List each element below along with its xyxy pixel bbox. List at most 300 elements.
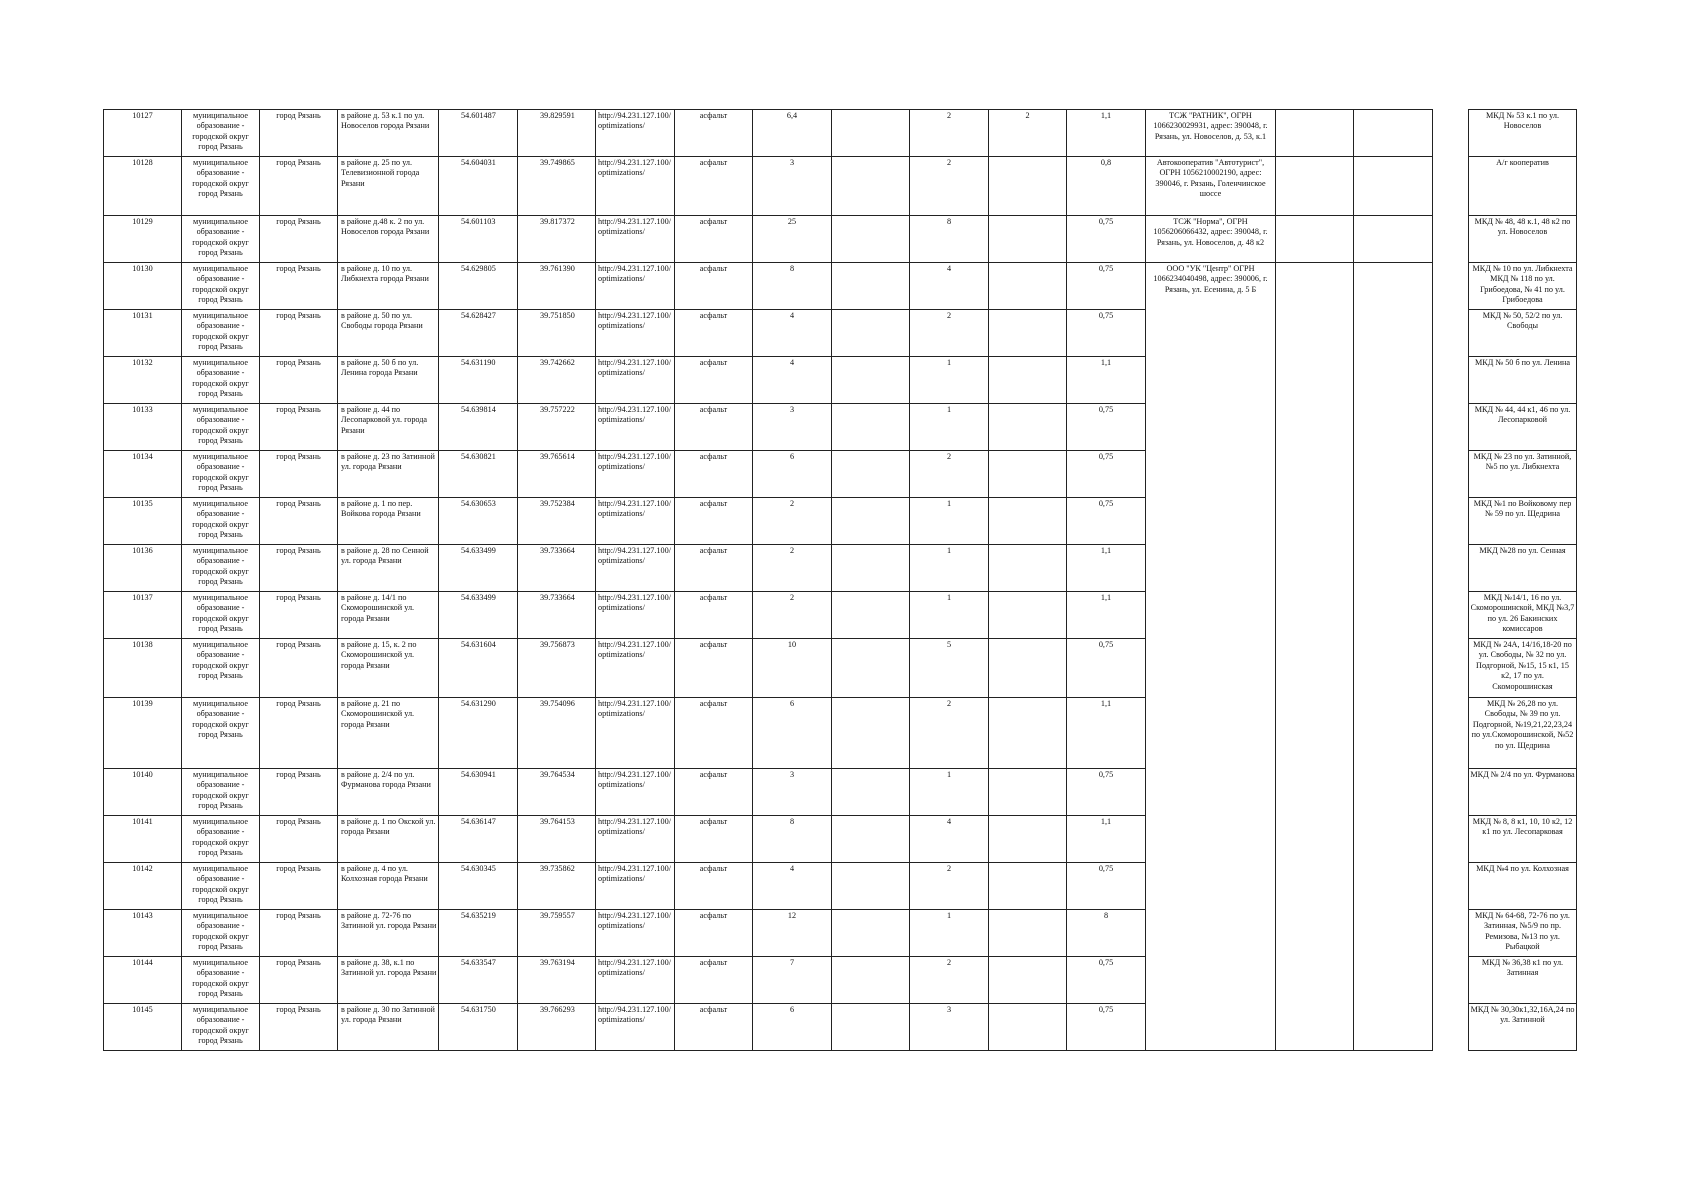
gap-cell: [1433, 404, 1469, 451]
column-12-cell: [989, 357, 1067, 404]
row-id: 10132: [104, 357, 182, 404]
gap-cell: [1433, 451, 1469, 498]
row-id: 10144: [104, 957, 182, 1004]
container-count-cell: 5: [910, 639, 989, 698]
registry-table: [103, 109, 1577, 1051]
address-cell: в районе д. 4 по ул. Колхозная города Рязани: [338, 863, 439, 910]
container-count-cell: 2: [910, 698, 989, 769]
column-10-cell: [832, 769, 910, 816]
surface-cell: асфальт: [675, 592, 753, 639]
column-10-cell: [832, 639, 910, 698]
city-cell: город Рязань: [260, 263, 338, 310]
volume-cell: 8: [1067, 910, 1146, 957]
longitude-cell: 39.757222: [518, 404, 596, 451]
source-objects-cell: МКД № 23 по ул. Затинной, №5 по ул. Либкнехта: [1469, 451, 1577, 498]
owner-cell: [1146, 498, 1276, 545]
longitude-cell: 39.829591: [518, 110, 596, 157]
column-15-cell: [1276, 110, 1354, 157]
column-12-cell: [989, 592, 1067, 639]
city-cell: город Рязань: [260, 698, 338, 769]
longitude-cell: 39.817372: [518, 216, 596, 263]
municipality-cell: муниципальное образование - городской округ город Рязань: [182, 451, 260, 498]
column-15-cell: [1276, 592, 1354, 639]
latitude-cell: 54.631190: [439, 357, 518, 404]
column-12-cell: [989, 1004, 1067, 1051]
column-12-cell: [989, 310, 1067, 357]
column-10-cell: [832, 910, 910, 957]
gap-cell: [1433, 957, 1469, 1004]
gap-cell: [1433, 545, 1469, 592]
table-row: [104, 863, 1577, 910]
column-15-cell: [1276, 404, 1354, 451]
column-16-cell: [1354, 863, 1433, 910]
surface-cell: асфальт: [675, 639, 753, 698]
address-cell: в районе д. 53 к.1 по ул. Новоселов города Рязани: [338, 110, 439, 157]
column-10-cell: [832, 698, 910, 769]
column-10-cell: [832, 592, 910, 639]
column-15-cell: [1276, 263, 1354, 310]
owner-cell: [1146, 451, 1276, 498]
municipality-cell: муниципальное образование - городской округ город Рязань: [182, 110, 260, 157]
container-count-cell: 4: [910, 263, 989, 310]
surface-cell: асфальт: [675, 545, 753, 592]
latitude-cell: 54.633499: [439, 545, 518, 592]
longitude-cell: 39.766293: [518, 1004, 596, 1051]
volume-cell: 1,1: [1067, 545, 1146, 592]
owner-cell: [1146, 357, 1276, 404]
link-cell: http://94.231.127.100/optimizations/: [596, 357, 675, 404]
volume-cell: 0,75: [1067, 310, 1146, 357]
table-row: [104, 698, 1577, 769]
owner-cell: [1146, 545, 1276, 592]
address-cell: в районе д. 1 по Окской ул. города Рязани: [338, 816, 439, 863]
address-cell: в районе д.48 к. 2 по ул. Новоселов города Рязани: [338, 216, 439, 263]
address-cell: в районе д. 2/4 по ул. Фурманова города Рязани: [338, 769, 439, 816]
source-objects-cell: МКД № 50, 52/2 по ул. Свободы: [1469, 310, 1577, 357]
latitude-cell: 54.630821: [439, 451, 518, 498]
container-count-cell: 4: [910, 816, 989, 863]
container-count-cell: 2: [910, 310, 989, 357]
longitude-cell: 39.752384: [518, 498, 596, 545]
owner-cell: [1146, 816, 1276, 863]
surface-cell: асфальт: [675, 910, 753, 957]
table-row: [104, 357, 1577, 404]
volume-cell: 0,8: [1067, 157, 1146, 216]
gap-cell: [1433, 357, 1469, 404]
latitude-cell: 54.635219: [439, 910, 518, 957]
municipality-cell: муниципальное образование - городской округ город Рязань: [182, 545, 260, 592]
city-cell: город Рязань: [260, 451, 338, 498]
row-id: 10129: [104, 216, 182, 263]
table-row: [104, 769, 1577, 816]
municipality-cell: муниципальное образование - городской округ город Рязань: [182, 592, 260, 639]
longitude-cell: 39.735862: [518, 863, 596, 910]
address-cell: в районе д. 10 по ул. Либкнехта города Рязани: [338, 263, 439, 310]
row-id: 10135: [104, 498, 182, 545]
source-objects-cell: МКД №14/1, 16 по ул. Скоморошинской, МКД №3,7 по ул. 26 Бакинских комиссаров: [1469, 592, 1577, 639]
link-cell: http://94.231.127.100/optimizations/: [596, 310, 675, 357]
source-objects-cell: МКД №1 по Войковому пер № 59 по ул. Щедрина: [1469, 498, 1577, 545]
gap-cell: [1433, 157, 1469, 216]
area-cell: 4: [753, 357, 832, 404]
volume-cell: 1,1: [1067, 698, 1146, 769]
source-objects-cell: МКД № 2/4 по ул. Фурманова: [1469, 769, 1577, 816]
city-cell: город Рязань: [260, 1004, 338, 1051]
area-cell: 7: [753, 957, 832, 1004]
row-id: 10145: [104, 1004, 182, 1051]
gap-cell: [1433, 592, 1469, 639]
column-12-cell: [989, 451, 1067, 498]
column-16-cell: [1354, 216, 1433, 263]
owner-cell: [1146, 957, 1276, 1004]
column-10-cell: [832, 110, 910, 157]
address-cell: в районе д. 23 по Затинной ул. города Рязани: [338, 451, 439, 498]
column-16-cell: [1354, 310, 1433, 357]
source-objects-cell: МКД № 36,38 к1 по ул. Затинная: [1469, 957, 1577, 1004]
table-row: [104, 157, 1577, 216]
city-cell: город Рязань: [260, 545, 338, 592]
source-objects-cell: МКД №28 по ул. Сенная: [1469, 545, 1577, 592]
owner-cell: [1146, 769, 1276, 816]
table-row: [104, 110, 1577, 157]
container-count-cell: 2: [910, 957, 989, 1004]
link-cell: http://94.231.127.100/optimizations/: [596, 545, 675, 592]
column-16-cell: [1354, 157, 1433, 216]
surface-cell: асфальт: [675, 310, 753, 357]
row-id: 10140: [104, 769, 182, 816]
longitude-cell: 39.733664: [518, 592, 596, 639]
column-16-cell: [1354, 451, 1433, 498]
container-count-cell: 1: [910, 545, 989, 592]
volume-cell: 1,1: [1067, 357, 1146, 404]
table-row: [104, 910, 1577, 957]
volume-cell: 0,75: [1067, 498, 1146, 545]
volume-cell: 0,75: [1067, 639, 1146, 698]
column-12-cell: 2: [989, 110, 1067, 157]
column-10-cell: [832, 498, 910, 545]
column-16-cell: [1354, 816, 1433, 863]
owner-cell: [1146, 1004, 1276, 1051]
column-16-cell: [1354, 357, 1433, 404]
column-10-cell: [832, 216, 910, 263]
longitude-cell: 39.765614: [518, 451, 596, 498]
longitude-cell: 39.742662: [518, 357, 596, 404]
container-count-cell: 1: [910, 769, 989, 816]
source-objects-cell: МКД № 10 по ул. Либкнехта МКД № 118 по ул. Грибоедова, № 41 по ул. Грибоедова: [1469, 263, 1577, 310]
address-cell: в районе д. 30 по Затинной ул. города Рязани: [338, 1004, 439, 1051]
link-cell: http://94.231.127.100/optimizations/: [596, 592, 675, 639]
source-objects-cell: МКД № 44, 44 к1, 46 по ул. Лесопарковой: [1469, 404, 1577, 451]
address-cell: в районе д. 21 по Скоморошинской ул. города Рязани: [338, 698, 439, 769]
column-12-cell: [989, 863, 1067, 910]
city-cell: город Рязань: [260, 639, 338, 698]
gap-cell: [1433, 769, 1469, 816]
address-cell: в районе д. 50 б по ул. Ленина города Рязани: [338, 357, 439, 404]
municipality-cell: муниципальное образование - городской округ город Рязань: [182, 498, 260, 545]
city-cell: город Рязань: [260, 957, 338, 1004]
volume-cell: 1,1: [1067, 110, 1146, 157]
column-15-cell: [1276, 451, 1354, 498]
owner-cell: ТСЖ "РАТНИК", ОГРН 1066230029931, адрес: 390048, г. Рязань, ул. Новоселов, д. 53, к.1: [1146, 110, 1276, 157]
row-id: 10137: [104, 592, 182, 639]
column-10-cell: [832, 310, 910, 357]
column-10-cell: [832, 816, 910, 863]
latitude-cell: 54.631750: [439, 1004, 518, 1051]
column-16-cell: [1354, 639, 1433, 698]
source-objects-cell: МКД № 64-68, 72-76 по ул. Затинная, №5/9 по пр. Ремизова, №13 по ул. Рыбацкой: [1469, 910, 1577, 957]
municipality-cell: муниципальное образование - городской округ город Рязань: [182, 404, 260, 451]
volume-cell: 1,1: [1067, 816, 1146, 863]
latitude-cell: 54.628427: [439, 310, 518, 357]
area-cell: 10: [753, 639, 832, 698]
latitude-cell: 54.639814: [439, 404, 518, 451]
owner-cell: [1146, 404, 1276, 451]
source-objects-cell: МКД № 26,28 по ул. Свободы, № 39 по ул. Подгорной, №19,21,22,23,24 по ул.Скоморошинской, №52 по ул. Щедрина: [1469, 698, 1577, 769]
column-16-cell: [1354, 698, 1433, 769]
container-count-cell: 1: [910, 357, 989, 404]
gap-cell: [1433, 263, 1469, 310]
row-id: 10133: [104, 404, 182, 451]
city-cell: город Рязань: [260, 910, 338, 957]
surface-cell: асфальт: [675, 404, 753, 451]
surface-cell: асфальт: [675, 451, 753, 498]
column-12-cell: [989, 263, 1067, 310]
link-cell: http://94.231.127.100/optimizations/: [596, 110, 675, 157]
owner-cell: [1146, 310, 1276, 357]
area-cell: 3: [753, 157, 832, 216]
container-count-cell: 2: [910, 451, 989, 498]
column-10-cell: [832, 404, 910, 451]
table-row: [104, 404, 1577, 451]
municipality-cell: муниципальное образование - городской округ город Рязань: [182, 1004, 260, 1051]
container-count-cell: 3: [910, 1004, 989, 1051]
address-cell: в районе д. 72-76 по Затинной ул. города Рязани: [338, 910, 439, 957]
municipality-cell: муниципальное образование - городской округ город Рязань: [182, 698, 260, 769]
area-cell: 6,4: [753, 110, 832, 157]
column-12-cell: [989, 545, 1067, 592]
source-objects-cell: МКД №4 по ул. Колхозная: [1469, 863, 1577, 910]
address-cell: в районе д. 15, к. 2 по Скоморошинской ул. города Рязани: [338, 639, 439, 698]
column-10-cell: [832, 357, 910, 404]
surface-cell: асфальт: [675, 110, 753, 157]
surface-cell: асфальт: [675, 1004, 753, 1051]
source-objects-cell: МКД № 48, 48 к.1, 48 к2 по ул. Новоселов: [1469, 216, 1577, 263]
area-cell: 25: [753, 216, 832, 263]
longitude-cell: 39.764153: [518, 816, 596, 863]
column-15-cell: [1276, 769, 1354, 816]
area-cell: 6: [753, 1004, 832, 1051]
city-cell: город Рязань: [260, 310, 338, 357]
area-cell: 2: [753, 498, 832, 545]
area-cell: 4: [753, 310, 832, 357]
surface-cell: асфальт: [675, 816, 753, 863]
column-15-cell: [1276, 545, 1354, 592]
area-cell: 3: [753, 769, 832, 816]
city-cell: город Рязань: [260, 769, 338, 816]
row-id: 10143: [104, 910, 182, 957]
table-row: [104, 592, 1577, 639]
gap-cell: [1433, 1004, 1469, 1051]
longitude-cell: 39.759557: [518, 910, 596, 957]
municipality-cell: муниципальное образование - городской округ город Рязань: [182, 263, 260, 310]
longitude-cell: 39.756873: [518, 639, 596, 698]
column-10-cell: [832, 863, 910, 910]
volume-cell: 0,75: [1067, 1004, 1146, 1051]
link-cell: http://94.231.127.100/optimizations/: [596, 404, 675, 451]
container-count-cell: 2: [910, 863, 989, 910]
municipality-cell: муниципальное образование - городской округ город Рязань: [182, 357, 260, 404]
source-objects-cell: МКД № 8, 8 к1, 10, 10 к2, 12 к1 по ул. Лесопарковая: [1469, 816, 1577, 863]
link-cell: http://94.231.127.100/optimizations/: [596, 639, 675, 698]
column-16-cell: [1354, 910, 1433, 957]
gap-cell: [1433, 698, 1469, 769]
link-cell: http://94.231.127.100/optimizations/: [596, 957, 675, 1004]
row-id: 10138: [104, 639, 182, 698]
surface-cell: асфальт: [675, 216, 753, 263]
municipality-cell: муниципальное образование - городской округ город Рязань: [182, 957, 260, 1004]
table-row: [104, 216, 1577, 263]
address-cell: в районе д. 38, к.1 по Затинной ул. города Рязани: [338, 957, 439, 1004]
address-cell: в районе д. 14/1 по Скоморошинской ул. города Рязани: [338, 592, 439, 639]
latitude-cell: 54.604031: [439, 157, 518, 216]
column-10-cell: [832, 157, 910, 216]
table-row: [104, 263, 1577, 310]
container-count-cell: 1: [910, 592, 989, 639]
gap-cell: [1433, 639, 1469, 698]
link-cell: http://94.231.127.100/optimizations/: [596, 216, 675, 263]
area-cell: 6: [753, 451, 832, 498]
address-cell: в районе д. 25 по ул. Телевизионной города Рязани: [338, 157, 439, 216]
volume-cell: 0,75: [1067, 451, 1146, 498]
table-row: [104, 310, 1577, 357]
area-cell: 6: [753, 698, 832, 769]
table-row: [104, 639, 1577, 698]
link-cell: http://94.231.127.100/optimizations/: [596, 451, 675, 498]
link-cell: http://94.231.127.100/optimizations/: [596, 769, 675, 816]
source-objects-cell: МКД № 50 б по ул. Ленина: [1469, 357, 1577, 404]
source-objects-cell: МКД № 24А, 14/16,18-20 по ул. Свободы, № 32 по ул. Подгорной, №15, 15 к1, 15 к2, 17 по ул. Скоморошинская: [1469, 639, 1577, 698]
municipality-cell: муниципальное образование - городской округ город Рязань: [182, 216, 260, 263]
row-id: 10136: [104, 545, 182, 592]
registry-table-body: [104, 110, 1577, 1051]
municipality-cell: муниципальное образование - городской округ город Рязань: [182, 910, 260, 957]
city-cell: город Рязань: [260, 592, 338, 639]
owner-cell: [1146, 698, 1276, 769]
column-15-cell: [1276, 698, 1354, 769]
municipality-cell: муниципальное образование - городской округ город Рязань: [182, 639, 260, 698]
table-row: [104, 498, 1577, 545]
gap-cell: [1433, 216, 1469, 263]
latitude-cell: 54.629805: [439, 263, 518, 310]
city-cell: город Рязань: [260, 404, 338, 451]
table-row: [104, 451, 1577, 498]
column-10-cell: [832, 263, 910, 310]
city-cell: город Рязань: [260, 357, 338, 404]
row-id: 10141: [104, 816, 182, 863]
volume-cell: 0,75: [1067, 957, 1146, 1004]
column-12-cell: [989, 769, 1067, 816]
owner-cell: Автокооператив "Автотурист", ОГРН 1056210002190, адрес: 390046, г. Рязань, Голенчинское шоссе: [1146, 157, 1276, 216]
surface-cell: асфальт: [675, 957, 753, 1004]
table-row: [104, 545, 1577, 592]
link-cell: http://94.231.127.100/optimizations/: [596, 863, 675, 910]
area-cell: 2: [753, 592, 832, 639]
latitude-cell: 54.601487: [439, 110, 518, 157]
owner-cell: [1146, 910, 1276, 957]
surface-cell: асфальт: [675, 498, 753, 545]
longitude-cell: 39.761390: [518, 263, 596, 310]
container-count-cell: 2: [910, 157, 989, 216]
column-12-cell: [989, 910, 1067, 957]
row-id: 10131: [104, 310, 182, 357]
table-row: [104, 1004, 1577, 1051]
municipality-cell: муниципальное образование - городской округ город Рязань: [182, 157, 260, 216]
city-cell: город Рязань: [260, 216, 338, 263]
container-count-cell: 2: [910, 110, 989, 157]
row-id: 10128: [104, 157, 182, 216]
column-15-cell: [1276, 639, 1354, 698]
link-cell: http://94.231.127.100/optimizations/: [596, 816, 675, 863]
city-cell: город Рязань: [260, 157, 338, 216]
column-16-cell: [1354, 545, 1433, 592]
column-15-cell: [1276, 957, 1354, 1004]
column-12-cell: [989, 816, 1067, 863]
city-cell: город Рязань: [260, 110, 338, 157]
owner-cell: [1146, 639, 1276, 698]
volume-cell: 0,75: [1067, 404, 1146, 451]
volume-cell: 0,75: [1067, 863, 1146, 910]
longitude-cell: 39.749865: [518, 157, 596, 216]
column-15-cell: [1276, 1004, 1354, 1051]
longitude-cell: 39.754096: [518, 698, 596, 769]
surface-cell: асфальт: [675, 698, 753, 769]
area-cell: 8: [753, 263, 832, 310]
latitude-cell: 54.633547: [439, 957, 518, 1004]
surface-cell: асфальт: [675, 863, 753, 910]
area-cell: 4: [753, 863, 832, 910]
row-id: 10142: [104, 863, 182, 910]
row-id: 10127: [104, 110, 182, 157]
column-10-cell: [832, 1004, 910, 1051]
latitude-cell: 54.630345: [439, 863, 518, 910]
column-10-cell: [832, 545, 910, 592]
link-cell: http://94.231.127.100/optimizations/: [596, 498, 675, 545]
city-cell: город Рязань: [260, 498, 338, 545]
column-16-cell: [1354, 592, 1433, 639]
source-objects-cell: МКД № 30,30к1,32,16А,24 по ул. Затинной: [1469, 1004, 1577, 1051]
latitude-cell: 54.631290: [439, 698, 518, 769]
municipality-cell: муниципальное образование - городской округ город Рязань: [182, 816, 260, 863]
source-objects-cell: А/г кооператив: [1469, 157, 1577, 216]
table-row: [104, 957, 1577, 1004]
owner-cell: ТСЖ "Норма", ОГРН 1056206066432, адрес: 390048, г. Рязань, ул. Новоселов, д. 48 к2: [1146, 216, 1276, 263]
link-cell: http://94.231.127.100/optimizations/: [596, 698, 675, 769]
column-15-cell: [1276, 863, 1354, 910]
container-count-cell: 1: [910, 498, 989, 545]
municipality-cell: муниципальное образование - городской округ город Рязань: [182, 310, 260, 357]
column-15-cell: [1276, 157, 1354, 216]
container-count-cell: 1: [910, 404, 989, 451]
latitude-cell: 54.630941: [439, 769, 518, 816]
column-12-cell: [989, 404, 1067, 451]
column-16-cell: [1354, 957, 1433, 1004]
container-count-cell: 1: [910, 910, 989, 957]
column-16-cell: [1354, 498, 1433, 545]
row-id: 10139: [104, 698, 182, 769]
column-12-cell: [989, 639, 1067, 698]
city-cell: город Рязань: [260, 816, 338, 863]
column-15-cell: [1276, 310, 1354, 357]
